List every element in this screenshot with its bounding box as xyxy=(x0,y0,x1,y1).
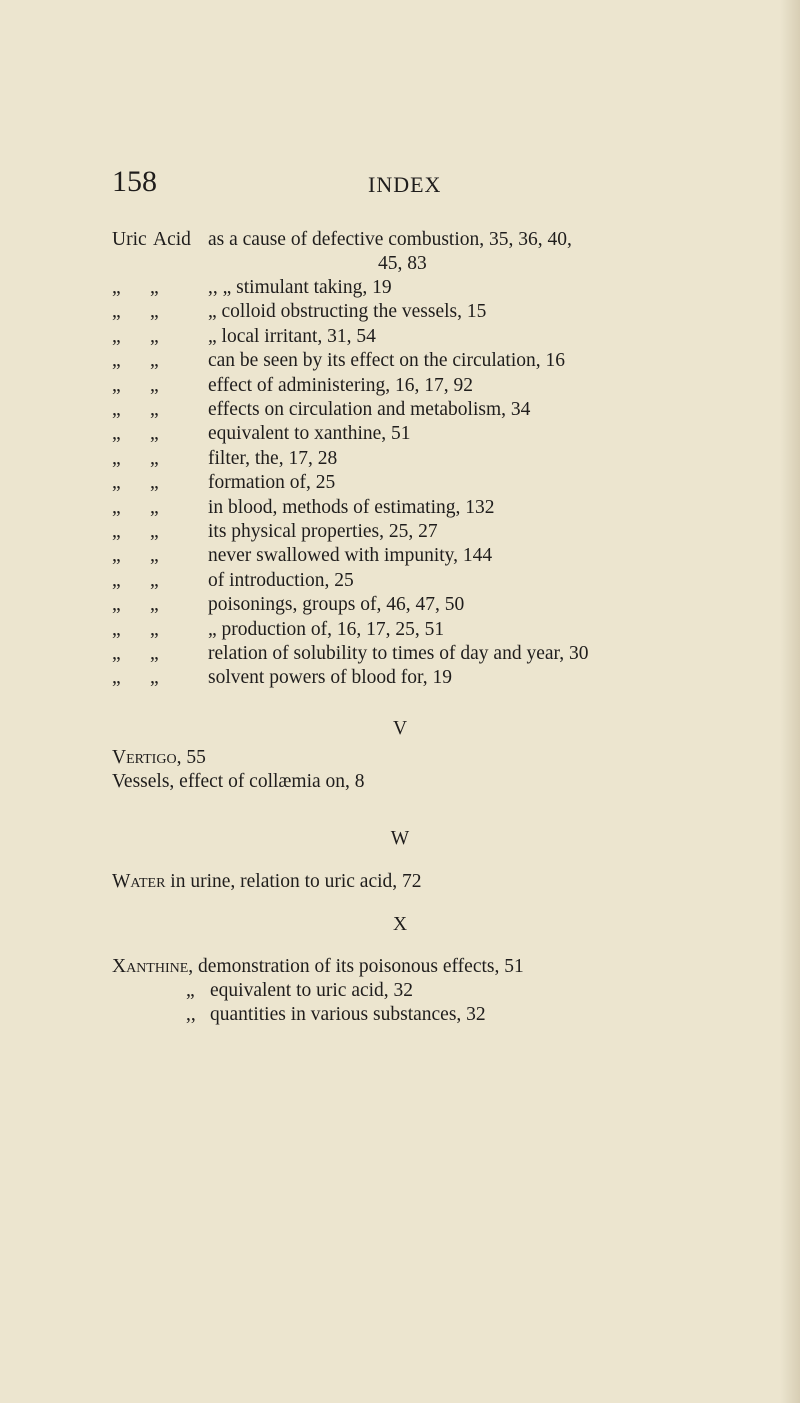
entry-text: poisonings, groups of, 46, 47, 50 xyxy=(208,594,465,616)
section-letter-x: X xyxy=(392,914,408,935)
entry-text: effect of collæmia on, 8 xyxy=(179,771,365,792)
ditto-mark: „ xyxy=(112,301,121,323)
ditto-mark: „ xyxy=(150,545,159,567)
entry-text: formation of, 25 xyxy=(208,472,336,494)
entry-text: „ production of, 16, 17, 25, 51 xyxy=(208,618,445,640)
entry-text: of introduction, 25 xyxy=(208,569,354,591)
ditto-mark: „ xyxy=(112,521,121,542)
entry-head: Uric xyxy=(112,229,147,250)
entry-head: Vessels, xyxy=(112,771,175,792)
running-title: INDEX xyxy=(368,172,442,197)
entry-text: in urine, relation to uric acid, 72 xyxy=(170,871,422,892)
ditto-mark: „ xyxy=(150,301,159,323)
ditto-mark: „ xyxy=(150,399,159,420)
ditto-mark: „ xyxy=(112,423,121,445)
section-letter-w: W xyxy=(390,828,410,849)
entry-text: quantities in various substances, 32 xyxy=(210,1004,486,1025)
ditto-mark: „ xyxy=(112,350,121,372)
entry-text: demonstration of its poisonous effects, 51 xyxy=(198,956,524,977)
entry-text: effect of administering, 16, 17, 92 xyxy=(208,374,473,396)
entry-text: 45, 83 xyxy=(378,253,427,274)
entry-text: solvent powers of blood for, 19 xyxy=(208,667,453,689)
ditto-mark: „ xyxy=(186,980,195,1001)
entry-text: „ local irritant, 31, 54 xyxy=(208,325,376,347)
ditto-mark: „ xyxy=(150,496,159,518)
ditto-mark: „ xyxy=(112,374,121,396)
ditto-mark: „ xyxy=(112,325,121,347)
entry-text: equivalent to uric acid, 32 xyxy=(210,980,414,1001)
uric-acid-entries xyxy=(112,228,792,698)
entry-text: filter, the, 17, 28 xyxy=(208,447,338,469)
ditto-mark: „ xyxy=(150,643,159,664)
ditto-mark: „ xyxy=(112,545,121,567)
ditto-mark: „ xyxy=(112,618,121,640)
ditto-mark: „ xyxy=(150,277,159,298)
x-entries xyxy=(112,955,792,1035)
entry-text: never swallowed with impunity, 144 xyxy=(208,545,493,567)
entry-text: 55 xyxy=(186,747,206,768)
entry-head: Water xyxy=(112,871,166,892)
entry-head: Xanthine, xyxy=(112,956,194,977)
ditto-mark: „ xyxy=(150,350,159,372)
ditto-mark: ,, xyxy=(186,1004,196,1025)
section-letter-v: V xyxy=(392,718,408,739)
ditto-mark: „ xyxy=(150,325,159,347)
entry-text: equivalent to xanthine, 51 xyxy=(208,423,411,445)
entry-text: „ colloid obstructing the vessels, 15 xyxy=(208,301,487,323)
entry-text: as a cause of defective combustion, 35, 36, 40, xyxy=(208,229,572,250)
ditto-mark: „ xyxy=(112,277,121,298)
entry-text: relation of solubility to times of day and year, 30 xyxy=(208,643,589,664)
ditto-mark: „ xyxy=(112,667,121,689)
ditto-mark: „ xyxy=(112,472,121,494)
page-edge-shadow xyxy=(780,0,800,1403)
ditto-mark: „ xyxy=(150,521,159,542)
entry-text: can be seen by its effect on the circulation, 16 xyxy=(208,350,566,372)
entry-text: ,, „ stimulant taking, 19 xyxy=(208,277,392,298)
ditto-mark: „ xyxy=(150,618,159,640)
entry-text: its physical properties, 25, 27 xyxy=(208,521,438,542)
ditto-mark: „ xyxy=(112,643,121,664)
v-entries xyxy=(112,746,792,806)
ditto-mark: „ xyxy=(150,423,159,445)
entry-head: Vertigo, xyxy=(112,747,182,768)
ditto-mark: „ xyxy=(150,472,159,494)
ditto-mark: „ xyxy=(112,569,121,591)
ditto-mark: „ xyxy=(150,594,159,616)
index-entry xyxy=(112,955,524,979)
ditto-mark: „ xyxy=(112,399,121,420)
entry-head: Acid xyxy=(153,229,191,250)
page-number: 158 xyxy=(112,165,157,198)
ditto-mark: „ xyxy=(150,447,159,469)
entry-text: effects on circulation and metabolism, 34 xyxy=(208,399,531,420)
ditto-mark: „ xyxy=(112,496,121,518)
w-entries xyxy=(112,870,792,900)
ditto-mark: „ xyxy=(112,447,121,469)
page-header xyxy=(0,165,800,205)
entry-text: in blood, methods of estimating, 132 xyxy=(208,496,495,518)
index-entry xyxy=(112,770,365,794)
index-entry xyxy=(112,746,206,770)
ditto-mark: „ xyxy=(150,374,159,396)
ditto-mark: „ xyxy=(150,667,159,689)
ditto-mark: „ xyxy=(150,569,159,591)
index-entry xyxy=(112,870,422,894)
ditto-mark: „ xyxy=(112,594,121,616)
